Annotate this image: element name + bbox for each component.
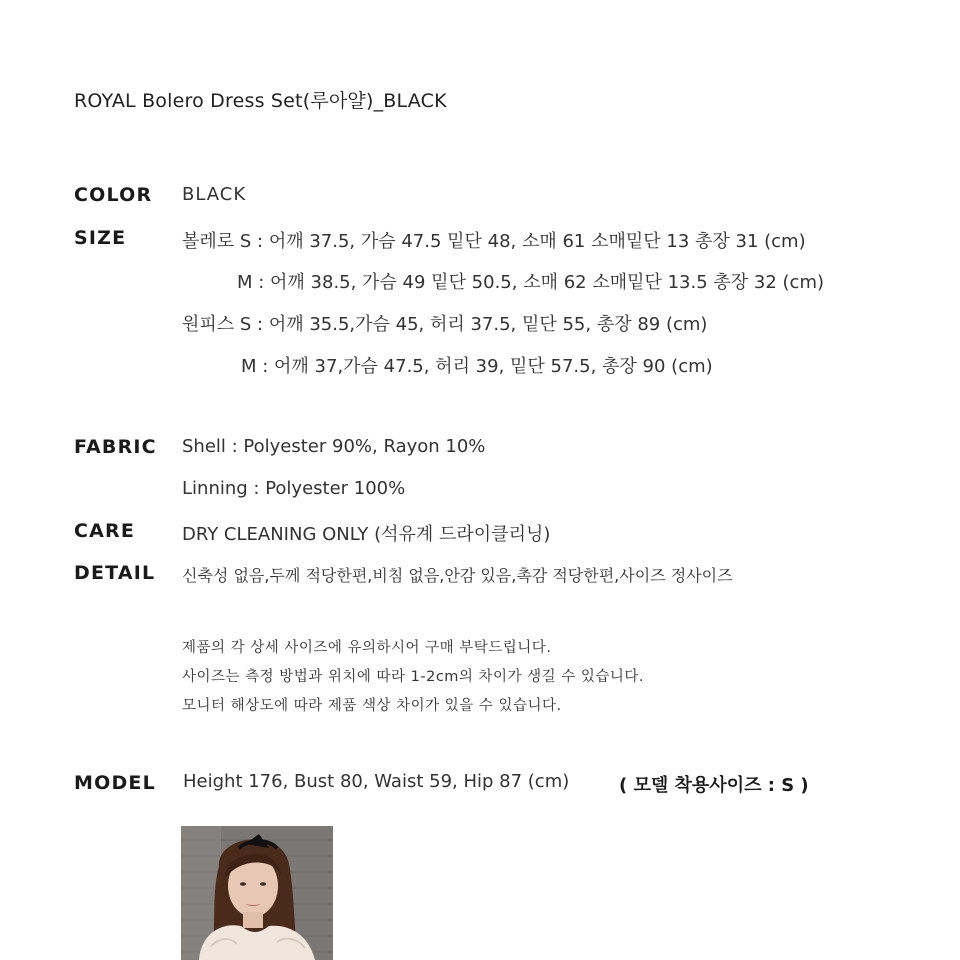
detail-value: 신축성 없음,두께 적당한편,비침 없음,안감 있음,촉감 적당한편,사이즈 정사이즈: [182, 566, 733, 585]
model-label: MODEL: [74, 772, 156, 794]
size-line-bolero-s: 볼레로 S : 어깨 37.5, 가슴 47.5 밑단 48, 소매 61 소매밑단 13 총장 31 (cm): [182, 231, 806, 252]
care-label: CARE: [74, 520, 136, 542]
size-line-dress-s: 원피스 S : 어깨 35.5,가슴 45, 허리 37.5, 밑단 55, 총장 89 (cm): [182, 314, 708, 335]
care-value: DRY CLEANING ONLY (석유계 드라이클리닝): [182, 524, 551, 545]
note-line-2: 사이즈는 측정 방법과 위치에 따라 1-2cm의 차이가 생길 수 있습니다.: [182, 669, 645, 685]
size-line-dress-m: M : 어깨 37,가슴 47.5, 허리 39, 밑단 57.5, 총장 90 (cm): [241, 356, 713, 377]
model-measurements: Height 176, Bust 80, Waist 59, Hip 87 (cm): [183, 771, 570, 792]
note-line-3: 모니터 해상도에 따라 제품 색상 차이가 있을 수 있습니다.: [182, 698, 562, 714]
model-size-worn: ( 모델 착용사이즈 : S ): [619, 775, 809, 796]
fabric-shell: Shell : Polyester 90%, Rayon 10%: [182, 436, 486, 457]
model-photo-illustration: [181, 826, 333, 960]
size-label: SIZE: [74, 227, 127, 249]
color-value: BLACK: [182, 184, 247, 205]
fabric-lining: Linning : Polyester 100%: [182, 478, 406, 499]
color-label: COLOR: [74, 184, 153, 206]
product-title: ROYAL Bolero Dress Set(루아얄)_BLACK: [74, 90, 447, 112]
fabric-label: FABRIC: [74, 436, 157, 458]
model-photo: [181, 826, 333, 960]
detail-label: DETAIL: [74, 562, 156, 584]
size-line-bolero-m: M : 어깨 38.5, 가슴 49 밑단 50.5, 소매 62 소매밑단 13.5 총장 32 (cm): [237, 272, 824, 293]
note-line-1: 제품의 각 상세 사이즈에 유의하시어 구매 부탁드립니다.: [182, 640, 552, 656]
